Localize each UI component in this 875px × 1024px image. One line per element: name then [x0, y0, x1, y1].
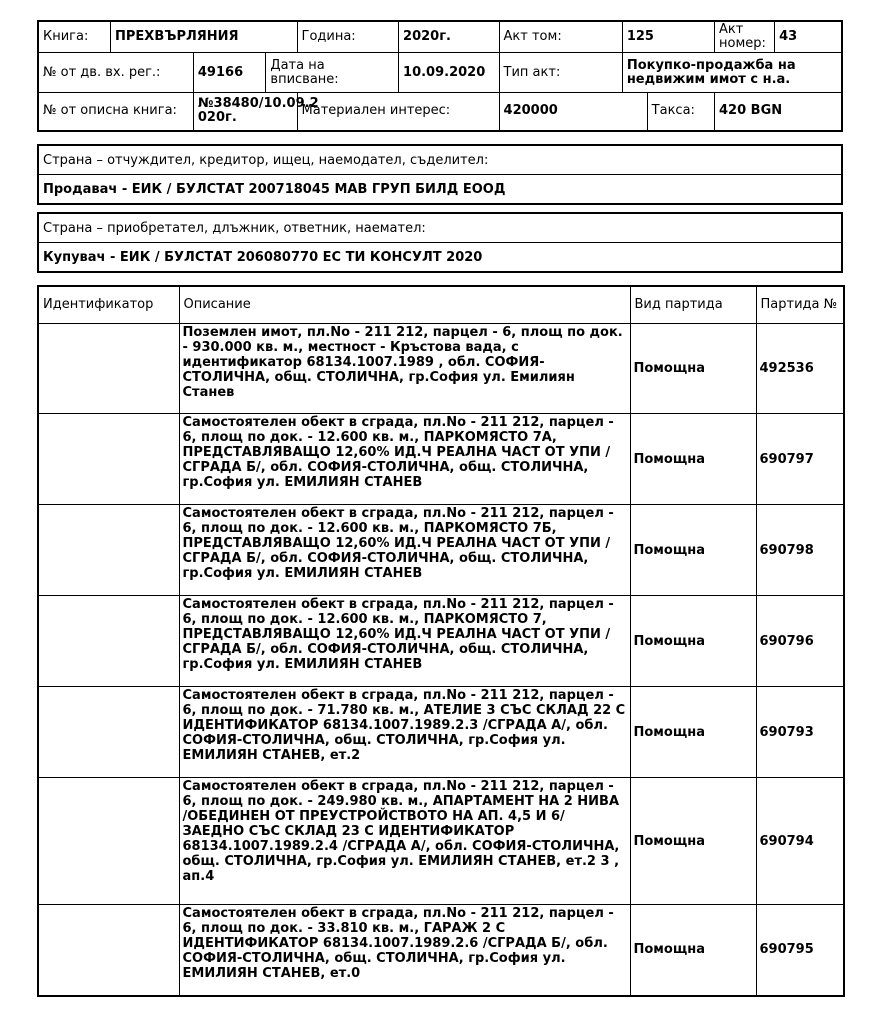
inventory-label: № от описна книга: [38, 93, 193, 131]
entry-date-label: Дата на вписване: [266, 53, 399, 93]
row-batch-number: 690797 [756, 414, 844, 505]
year-label: Година: [297, 21, 399, 53]
table-row [38, 505, 844, 596]
row-description: Поземлен имот, пл.No - 211 212, парцел - 6, площ по док. - 930.000 кв. м., местност - Кръстова вада, с идентификатор 68134.1007.1989 , обл. СОФИЯ-СТОЛИЧНА, общ. СТОЛИЧНА, гр.София ул. Емилиян Станев [179, 324, 630, 414]
table-row [38, 905, 844, 996]
table-row [38, 324, 844, 414]
seller-party-table [37, 144, 843, 205]
row-batch-type: Помощна [630, 778, 756, 905]
row-identifier [38, 778, 179, 905]
row-description: Самостоятелен обект в сграда, пл.No - 211 212, парцел - 6, площ по док. - 12.600 кв. м., ПАРКОМЯСТО 7Б, ПРЕДСТАВЛЯВАЩО 12,60% ИД.Ч РЕАЛНА ЧАСТ ОТ УПИ /СГРАДА Б/, обл. СОФИЯ-СТОЛИЧНА, общ. СТОЛИЧНА, гр.София ул. ЕМИЛИЯН СТАНЕВ [179, 505, 630, 596]
table-row [38, 414, 844, 505]
row-identifier [38, 687, 179, 778]
act-header-table [37, 20, 843, 132]
incoming-reg-label: № от дв. вх. рег.: [38, 53, 193, 93]
column-header-identifier: Идентификатор [38, 286, 179, 324]
row-batch-type: Помощна [630, 687, 756, 778]
row-batch-number: 690798 [756, 505, 844, 596]
column-header-batch-type: Вид партида [630, 286, 756, 324]
row-batch-type: Помощна [630, 505, 756, 596]
row-batch-number: 690795 [756, 905, 844, 996]
table-row [38, 687, 844, 778]
row-description: Самостоятелен обект в сграда, пл.No - 211 212, парцел - 6, площ по док. - 12.600 кв. м., ПАРКОМЯСТО 7А, ПРЕДСТАВЛЯВАЩО 12,60% ИД.Ч РЕАЛНА ЧАСТ ОТ УПИ /СГРАДА Б/, обл. СОФИЯ-СТОЛИЧНА, общ. СТОЛИЧНА, гр.София ул. ЕМИЛИЯН СТАНЕВ [179, 414, 630, 505]
buyer-label: Страна – приобретател, длъжник, ответник, наемател: [38, 213, 842, 243]
table-row [38, 596, 844, 687]
row-identifier [38, 905, 179, 996]
row-batch-number: 492536 [756, 324, 844, 414]
row-identifier [38, 596, 179, 687]
row-description: Самостоятелен обект в сграда, пл.No - 211 212, парцел - 6, площ по док. - 12.600 кв. м., ПАРКОМЯСТО 7, ПРЕДСТАВЛЯВАЩО 12,60% ИД.Ч РЕАЛНА ЧАСТ ОТ УПИ /СГРАДА Б/, обл. СОФИЯ-СТОЛИЧНА, общ. СТОЛИЧНА, гр.София ул. ЕМИЛИЯН СТАНЕВ [179, 596, 630, 687]
act-number-label: Акт номер: [715, 21, 775, 53]
act-type-value: Покупко-продажба на недвижим имот с н.а. [622, 53, 842, 93]
buyer-value: Купувач - ЕИК / БУЛСТАТ 206080770 ЕС ТИ КОНСУЛТ 2020 [38, 243, 842, 273]
act-volume-label: Акт том: [499, 21, 622, 53]
entry-date-value: 10.09.2020 [399, 53, 500, 93]
year-value: 2020г. [399, 21, 500, 53]
table-row [38, 778, 844, 905]
column-header-description: Описание [179, 286, 630, 324]
row-description: Самостоятелен обект в сграда, пл.No - 211 212, парцел - 6, площ по док. - 71.780 кв. м., АТЕЛИЕ 3 СЪС СКЛАД 22 С ИДЕНТИФИКАТОР 68134.1007.1989.2.3 /СГРАДА А/, обл. СОФИЯ-СТОЛИЧНА, общ. СТОЛИЧНА, гр.София ул. ЕМИЛИЯН СТАНЕВ, ет.2 [179, 687, 630, 778]
row-identifier [38, 505, 179, 596]
properties-table [37, 285, 845, 997]
column-header-batch-number: Партида № [756, 286, 844, 324]
row-batch-number: 690796 [756, 596, 844, 687]
row-description: Самостоятелен обект в сграда, пл.No - 211 212, парцел - 6, площ по док. - 249.980 кв. м., АПАРТАМЕНТ НА 2 НИВА /ОБЕДИНЕН ОТ ПРЕУСТРОЙСТВОТО НА АП. 4,5 И 6/ ЗАЕДНО СЪС СКЛАД 23 С ИДЕНТИФИКАТОР 68134.1007.1989.2.4 /СГРАДА А/, обл. СОФИЯ-СТОЛИЧНА, общ. СТОЛИЧНА, гр.София ул. ЕМИЛИЯН СТАНЕВ, ет.2 3 , ап.4 [179, 778, 630, 905]
row-batch-type: Помощна [630, 414, 756, 505]
seller-value: Продавач - ЕИК / БУЛСТАТ 200718045 МАВ ГРУП БИЛД ЕООД [38, 175, 842, 205]
buyer-party-table [37, 212, 843, 273]
inventory-value: №38480/10.09.2 020г. [193, 93, 297, 131]
incoming-reg-value: 49166 [193, 53, 266, 93]
fee-label: Такса: [647, 93, 714, 131]
row-identifier [38, 414, 179, 505]
fee-value: 420 BGN [715, 93, 842, 131]
act-type-label: Тип акт: [499, 53, 622, 93]
row-batch-type: Помощна [630, 596, 756, 687]
row-batch-type: Помощна [630, 324, 756, 414]
interest-label: Материален интерес: [297, 93, 499, 131]
book-label: Книга: [38, 21, 111, 53]
row-description: Самостоятелен обект в сграда, пл.No - 211 212, парцел - 6, площ по док. - 33.810 кв. м., ГАРАЖ 2 С ИДЕНТИФИКАТОР 68134.1007.1989.2.6 /СГРАДА Б/, обл. СОФИЯ-СТОЛИЧНА, общ. СТОЛИЧНА, гр.София ул. ЕМИЛИЯН СТАНЕВ, ет.0 [179, 905, 630, 996]
act-volume-value: 125 [622, 21, 714, 53]
act-number-value: 43 [775, 21, 842, 53]
row-identifier [38, 324, 179, 414]
book-value: ПРЕХВЪРЛЯНИЯ [111, 21, 298, 53]
row-batch-number: 690794 [756, 778, 844, 905]
row-batch-number: 690793 [756, 687, 844, 778]
interest-value: 420000 [499, 93, 647, 131]
row-batch-type: Помощна [630, 905, 756, 996]
seller-label: Страна – отчуждител, кредитор, ищец, наемодател, съделител: [38, 145, 842, 175]
